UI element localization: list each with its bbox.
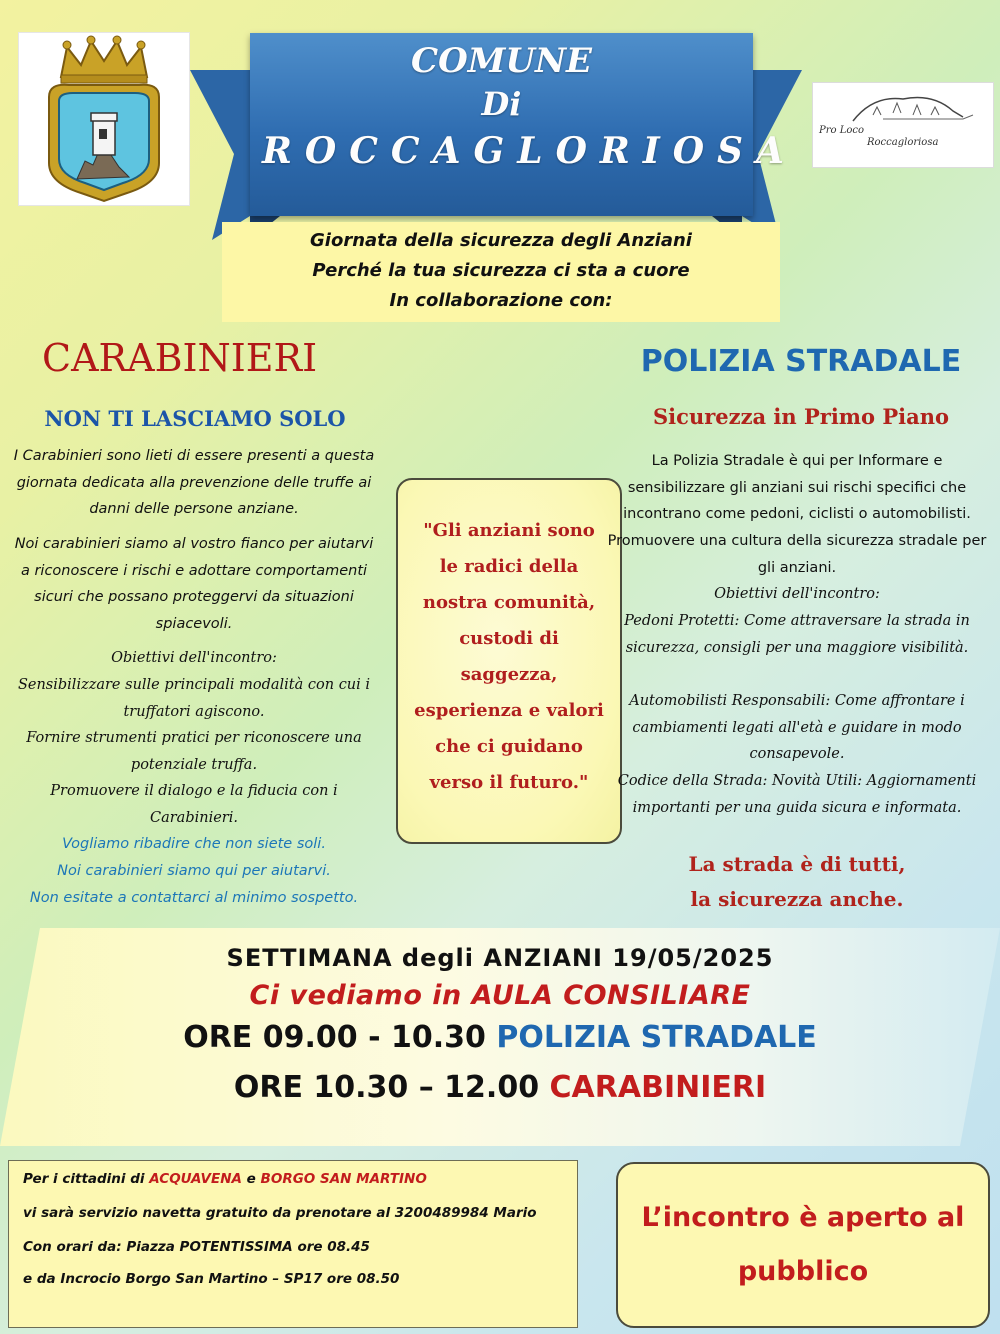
- carabinieri-intro: I Carabinieri sono lieti di essere presenti a questa giornata dedicata alla prevenzione delle truffe ai danni delle persone anziane.: [13, 448, 375, 518]
- carabinieri-objective: Sensibilizzare sulle principali modalità con cui i truffatori agiscono.: [17, 677, 371, 720]
- village-sketch-icon: [813, 85, 993, 129]
- banner-title-town: ROCCAGLORIOSA: [262, 130, 797, 172]
- shuttle-place: ACQUAVENA: [149, 1171, 242, 1187]
- event-slot-carabinieri: [0, 1070, 1000, 1105]
- carabinieri-closing: Non esitate a contattarci al minimo sospetto.: [29, 890, 359, 906]
- shuttle-place: BORGO SAN MARTINO: [260, 1171, 427, 1187]
- polizia-objective: Codice della Strada: Novità Utili: Aggiornamenti importanti per una guida sicura e informata.: [617, 773, 977, 816]
- crest-logo: [18, 32, 190, 206]
- polizia-intro: La Polizia Stradale è qui per Informare e sensibilizzare gli anziani sui rischi specifici che incontrano come pedoni, ciclisti o automobilisti. Promuovere una cultura della sicurezza stradale per gli anziani.: [607, 453, 987, 576]
- shuttle-line-2: vi sarà servizio navetta gratuito da prenotare al 3200489984 Mario: [23, 1205, 537, 1221]
- proloco-line-2: Roccagloriosa: [867, 137, 939, 148]
- proloco-line-1: Pro Loco: [819, 125, 864, 136]
- event-date-line: SETTIMANA degli ANZIANI 19/05/2025: [226, 944, 774, 972]
- slot-time: ORE 09.00 - 10.30: [183, 1020, 486, 1055]
- carabinieri-objective: Fornire strumenti pratici per riconoscere una potenziale truffa.: [26, 730, 362, 773]
- shuttle-line-1: [23, 1171, 427, 1187]
- carabinieri-objective: Promuovere il dialogo e la fiducia con i Carabinieri.: [50, 783, 338, 826]
- shuttle-text: Per i cittadini di: [23, 1171, 150, 1187]
- polizia-closing: La strada è di tutti,: [688, 852, 906, 876]
- quote-line: saggezza,: [460, 664, 558, 685]
- polizia-objective: Automobilisti Responsabili: Come affrontare i cambiamenti legati all'età e guidare in modo consapevole.: [629, 693, 965, 763]
- slot-time: ORE 10.30 – 12.00: [233, 1070, 540, 1105]
- crown-tower-crest-icon: [19, 33, 189, 205]
- carabinieri-paragraph: Noi carabinieri siamo al vostro fianco per aiutarvi a riconoscere i rischi e adottare comportamenti sicuri che possano proteggervi da situazioni spiacevoli.: [14, 536, 374, 633]
- banner-title-comune: COMUNE: [411, 41, 592, 81]
- quote-line: "Gli anziani sono: [423, 520, 595, 541]
- carabinieri-closing: Noi carabinieri siamo qui per aiutarvi.: [57, 863, 331, 879]
- slot-name: POLIZIA STRADALE: [496, 1020, 817, 1055]
- quote-line: nostra comunità,: [422, 592, 596, 613]
- open-line-2: pubblico: [737, 1256, 869, 1287]
- quote-box: [396, 478, 622, 844]
- polizia-title: POLIZIA STRADALE: [640, 344, 962, 379]
- quote-line: verso il futuro.": [429, 772, 589, 793]
- open-to-public-box: [616, 1162, 990, 1328]
- shuttle-line-4: e da Incrocio Borgo San Martino – SP17 ore 08.50: [23, 1271, 400, 1287]
- slot-name: CARABINIERI: [549, 1070, 767, 1105]
- event-slot-polizia: [0, 1020, 1000, 1055]
- polizia-objective: Pedoni Protetti: Come attraversare la strada in sicurezza, consigli per una maggiore visibilità.: [624, 613, 970, 656]
- carabinieri-closing: Vogliamo ribadire che non siete soli.: [62, 836, 326, 852]
- title-banner: [250, 33, 797, 216]
- subtitle-line-1: Giornata della sicurezza degli Anziani: [310, 230, 692, 251]
- shuttle-text: e: [241, 1171, 261, 1187]
- proloco-logo: [812, 82, 994, 168]
- quote-line: custodi di: [459, 628, 559, 649]
- quote-line: esperienza e valori: [414, 700, 604, 721]
- polizia-subtitle: Sicurezza in Primo Piano: [653, 404, 949, 429]
- polizia-objectives-title: Obiettivi dell'incontro:: [714, 586, 880, 602]
- subtitle-line-2: Perché la tua sicurezza ci sta a cuore: [312, 260, 690, 281]
- event-location-line: Ci vediamo in AULA CONSILIARE: [249, 980, 751, 1011]
- quote-line: che ci guidano: [435, 736, 583, 757]
- proloco-text: [819, 125, 938, 149]
- subtitle-box: [222, 222, 780, 322]
- shuttle-line-3: Con orari da: Piazza POTENTISSIMA ore 08.45: [23, 1239, 370, 1255]
- polizia-closing: la sicurezza anche.: [690, 887, 904, 911]
- open-line-1: L’incontro è aperto al: [641, 1202, 965, 1233]
- carabinieri-subtitle: NON TI LASCIAMO SOLO: [44, 406, 346, 431]
- banner-title-di: Di: [481, 85, 522, 123]
- subtitle-line-3: In collaborazione con:: [389, 290, 613, 311]
- shuttle-info-box: [8, 1160, 578, 1328]
- quote-line: le radici della: [439, 556, 579, 577]
- carabinieri-title: CARABINIERI: [42, 336, 318, 380]
- carabinieri-objectives-title: Obiettivi dell'incontro:: [111, 650, 277, 666]
